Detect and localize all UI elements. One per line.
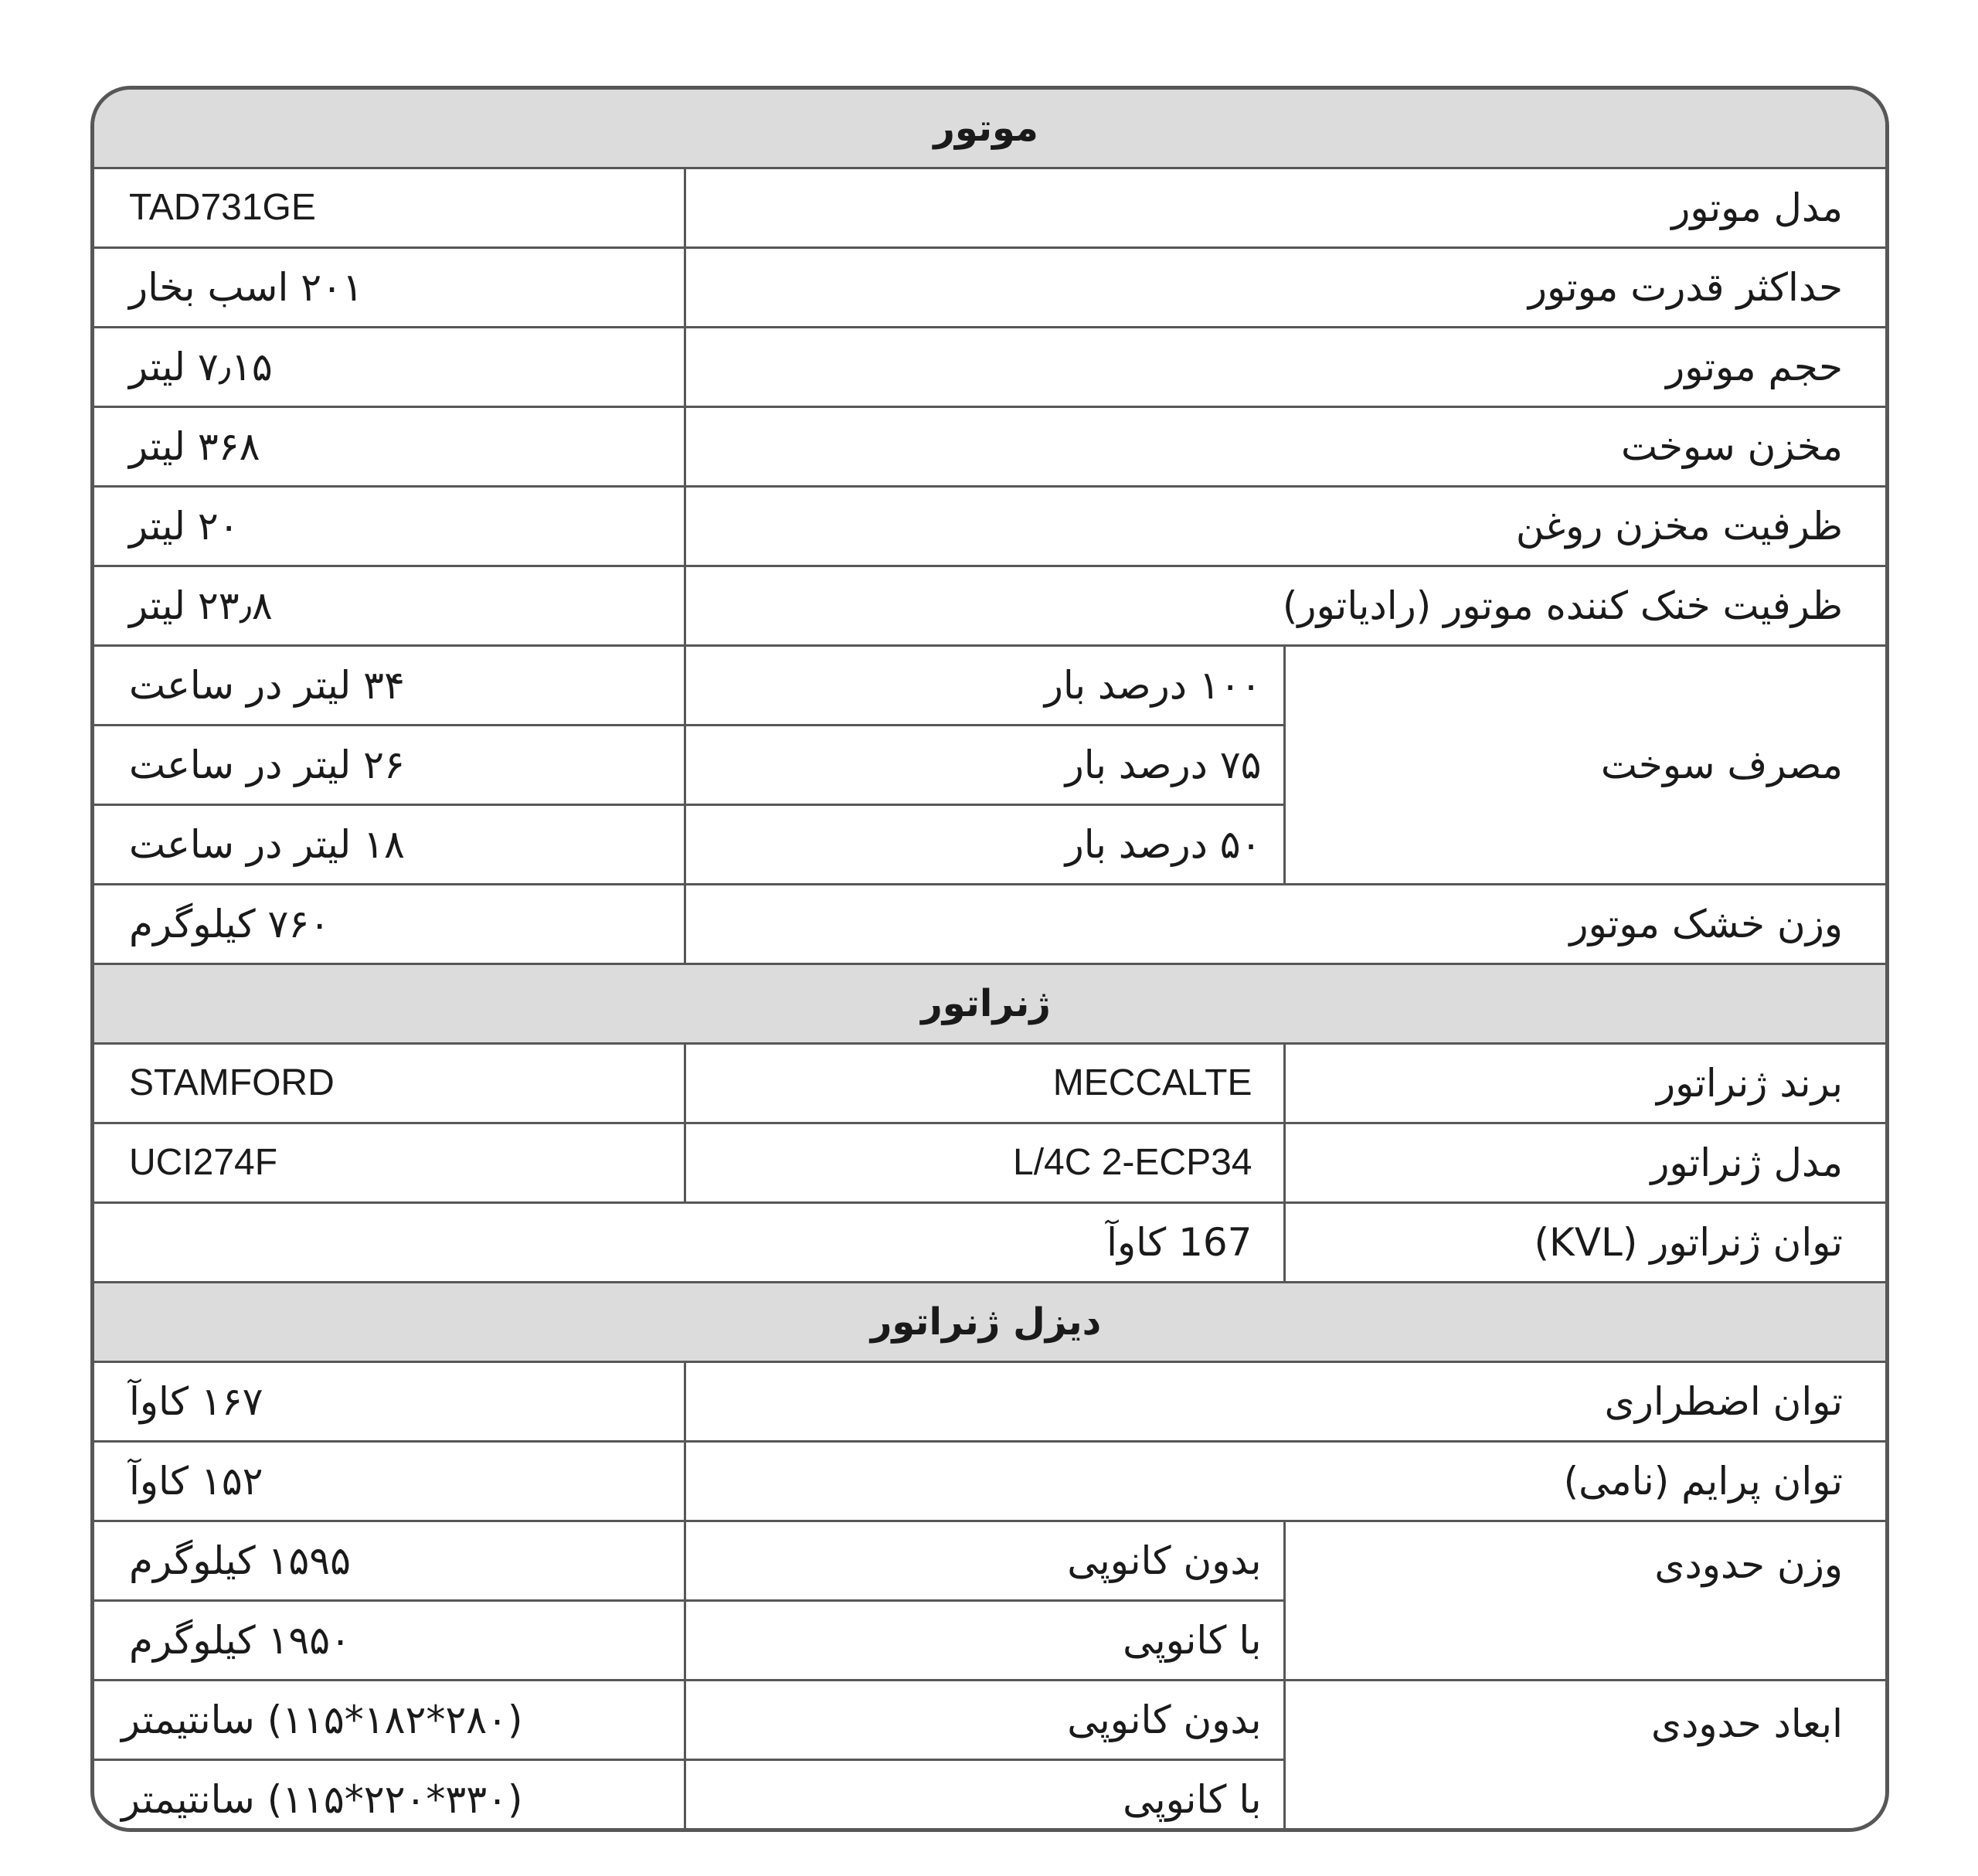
generator-brand-option2: STAMFORD: [90, 1044, 685, 1123]
section-title-diesel-generator: دیزل ژنراتور: [90, 1283, 1885, 1362]
fuel-consumption-label: مصرف سوخت: [1284, 646, 1885, 885]
section-header-diesel-generator: [90, 1283, 1885, 1362]
coolant-value: ۲۳٫۸ لیتر: [90, 566, 685, 646]
spec-table-grid: [90, 90, 1885, 1832]
weight-value-canopy: ۱۹۵۰ کیلوگرم: [90, 1601, 685, 1681]
max-power-value: ۲۰۱ اسب بخار: [90, 248, 685, 328]
engine-volume-label: حجم موتور: [685, 328, 1885, 407]
table-row: [90, 1521, 1885, 1601]
dimensions-value-canopy: (۳۳۰*۲۲۰*۱۱۵) سانتیمتر: [90, 1760, 685, 1833]
weight-value-no-canopy: ۱۵۹۵ کیلوگرم: [90, 1521, 685, 1601]
generator-model-label: مدل ژنراتور: [1284, 1123, 1885, 1203]
fuel-tank-value: ۳۶۸ لیتر: [90, 407, 685, 487]
fuel-load-75: ۷۵ درصد بار: [685, 726, 1284, 805]
dry-weight-label: وزن خشک موتور: [685, 885, 1885, 964]
table-row: [90, 885, 1885, 964]
table-row: [90, 407, 1885, 487]
table-row: [90, 248, 1885, 328]
section-title-engine: موتور: [90, 90, 1885, 168]
generator-power-label: توان ژنراتور (KVL): [1284, 1203, 1885, 1283]
generator-model-option1: L/4C 2-ECP34: [685, 1123, 1284, 1203]
table-row: [90, 487, 1885, 566]
table-row: [90, 1203, 1885, 1283]
section-header-engine: [90, 90, 1885, 168]
table-row: [90, 1123, 1885, 1203]
oil-tank-label: ظرفیت مخزن روغن: [685, 487, 1885, 566]
fuel-value-100: ۳۴ لیتر در ساعت: [90, 646, 685, 726]
coolant-label: ظرفیت خنک کننده موتور (رادیاتور): [685, 566, 1885, 646]
weight-variant-canopy: با کانوپی: [685, 1601, 1284, 1681]
section-title-generator: ژنراتور: [90, 964, 1885, 1044]
dimensions-value-no-canopy: (۲۸۰*۱۸۲*۱۱۵) سانتیمتر: [90, 1681, 685, 1760]
engine-model-label: مدل موتور: [685, 168, 1885, 248]
section-header-generator: [90, 964, 1885, 1044]
weight-label: وزن حدودی: [1284, 1521, 1885, 1681]
generator-brand-option1: MECCALTE: [685, 1044, 1284, 1123]
fuel-tank-label: مخزن سوخت: [685, 407, 1885, 487]
table-row: [90, 168, 1885, 248]
table-row: [90, 1362, 1885, 1442]
table-row: [90, 1681, 1885, 1760]
table-row: [90, 328, 1885, 407]
table-row: [90, 1044, 1885, 1123]
fuel-value-50: ۱۸ لیتر در ساعت: [90, 805, 685, 885]
generator-brand-label: برند ژنراتور: [1284, 1044, 1885, 1123]
prime-power-label: توان پرایم (نامی): [685, 1442, 1885, 1521]
table-row: [90, 566, 1885, 646]
dimensions-label: ابعاد حدودی: [1284, 1681, 1885, 1833]
standby-power-value: ۱۶۷ کاوآ: [90, 1362, 685, 1442]
max-power-label: حداکثر قدرت موتور: [685, 248, 1885, 328]
fuel-value-75: ۲۶ لیتر در ساعت: [90, 726, 685, 805]
engine-model-value: TAD731GE: [90, 168, 685, 248]
generator-model-option2: UCI274F: [90, 1123, 685, 1203]
dimensions-variant-no-canopy: بدون کانوپی: [685, 1681, 1284, 1760]
engine-volume-value: ۷٫۱۵ لیتر: [90, 328, 685, 407]
oil-tank-value: ۲۰ لیتر: [90, 487, 685, 566]
fuel-load-100: ۱۰۰ درصد بار: [685, 646, 1284, 726]
table-row: [90, 1442, 1885, 1521]
fuel-load-50: ۵۰ درصد بار: [685, 805, 1284, 885]
dimensions-variant-canopy: با کانوپی: [685, 1760, 1284, 1833]
table-row: [90, 646, 1885, 726]
standby-power-label: توان اضطراری: [685, 1362, 1885, 1442]
generator-power-value: 167 کاوآ: [90, 1203, 1284, 1283]
prime-power-value: ۱۵۲ کاوآ: [90, 1442, 685, 1521]
spec-table: [90, 86, 1889, 1832]
dry-weight-value: ۷۶۰ کیلوگرم: [90, 885, 685, 964]
weight-variant-no-canopy: بدون کانوپی: [685, 1521, 1284, 1601]
